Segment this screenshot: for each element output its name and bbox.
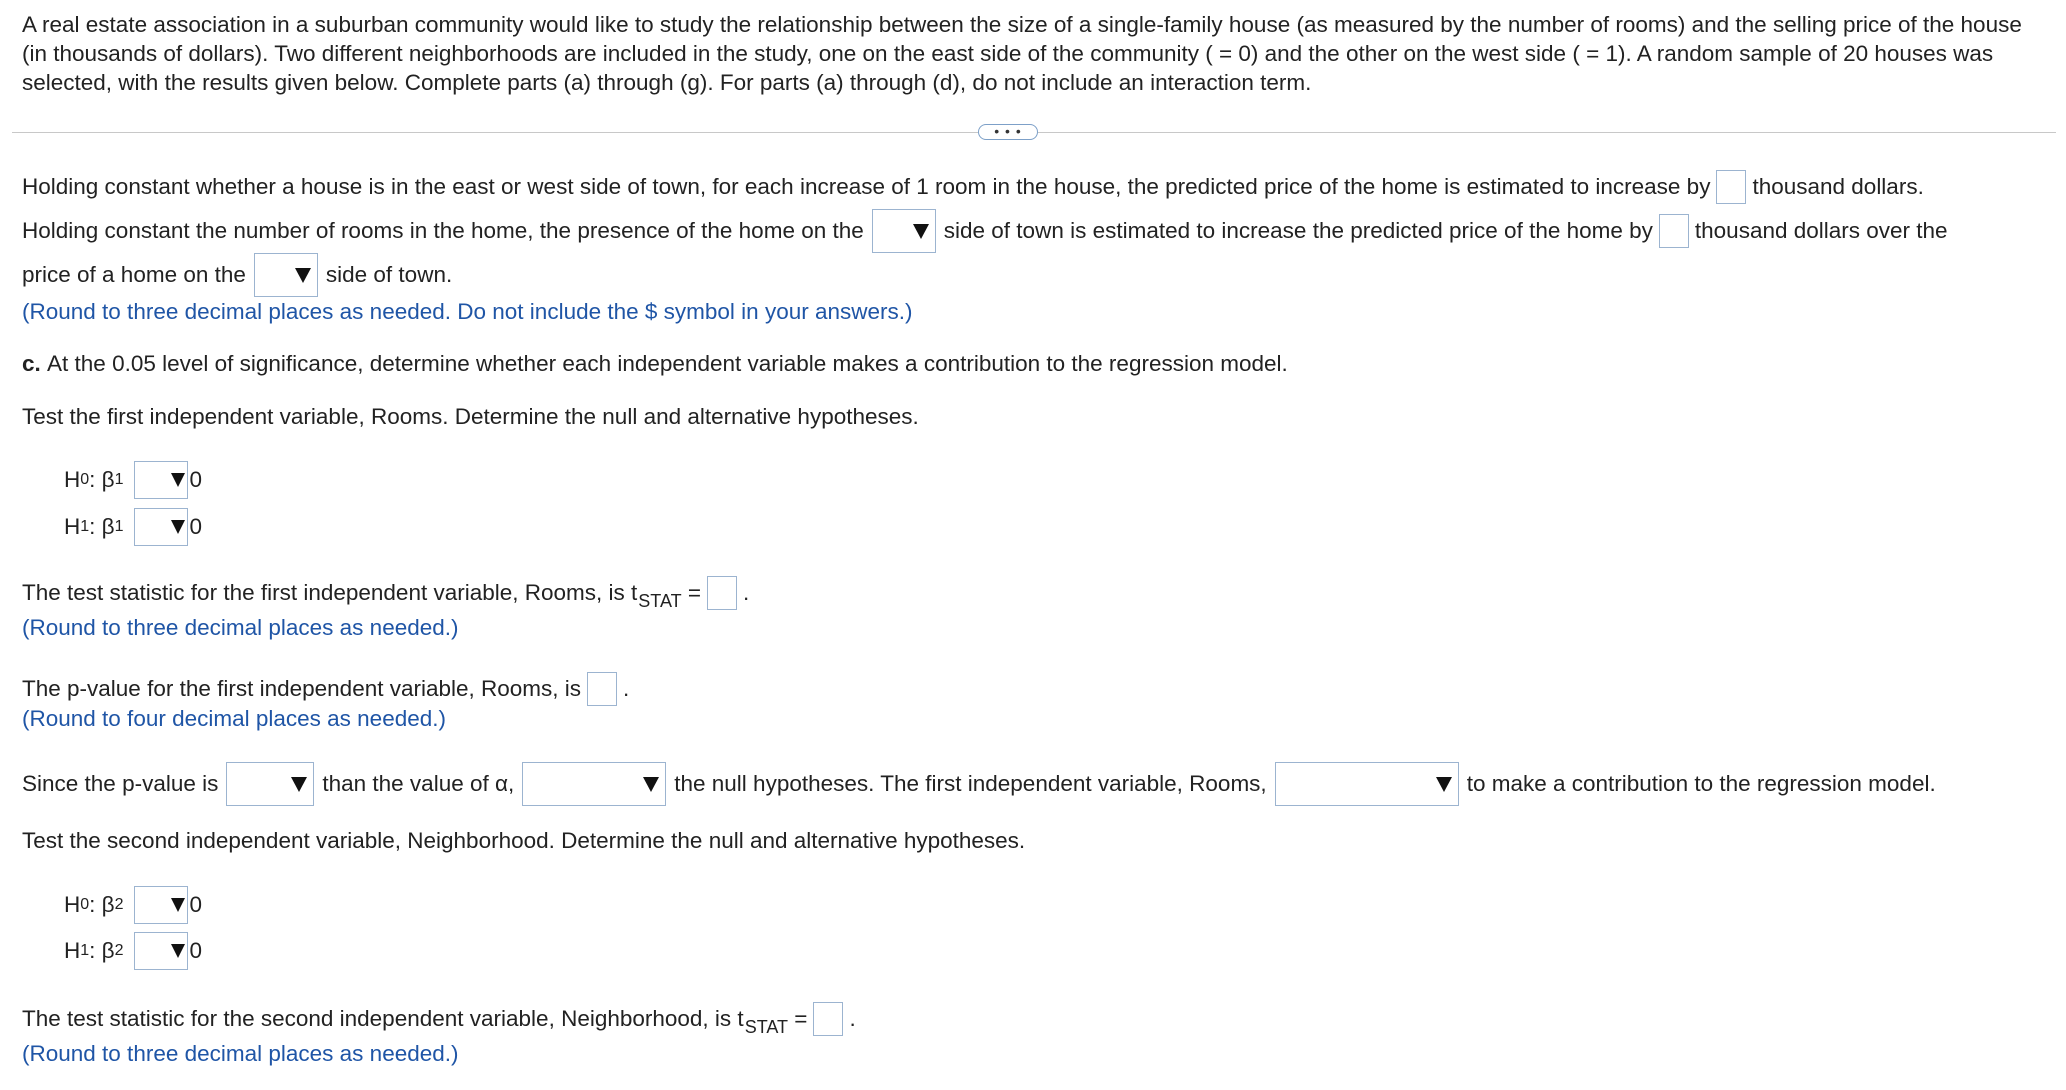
h1-beta2-operator-dropdown[interactable] [134,932,188,970]
period: . [849,1006,856,1031]
interpret-line-2 [22,209,1948,253]
hyp-zero: 0 [189,467,203,492]
period: . [623,676,630,701]
neighborhood-effect-input[interactable] [1659,214,1689,248]
beta-sub: 1 [114,518,124,535]
tstat-text: The test statistic for the second independent variable, Neighborhood, is t [22,1006,744,1031]
interpret-text: side of town is estimated to increase the predicted price of the home by [943,218,1653,243]
part-c-text: At the 0.05 level of significance, determine whether each independent variable makes a contribution to the regression model. [47,351,1288,376]
null-hypothesis-neighborhood [64,886,202,924]
interpret-text: Holding constant the number of rooms in the home, the presence of the home on the [22,218,864,243]
expand-more-button[interactable]: • • • [978,124,1038,140]
interpret-text: thousand dollars. [1752,174,1924,199]
pvalue-rooms-input[interactable] [587,672,617,706]
h-sub: 1 [80,942,90,959]
beta-label: : β [89,467,115,492]
tstat-rooms-line [22,576,749,610]
tstat-neighborhood-input[interactable] [813,1002,843,1036]
tstat-neighborhood-line [22,1002,856,1036]
h-sub: 0 [80,896,90,913]
h-label: H [64,892,81,917]
conclusion-text: Since the p-value is [22,771,219,796]
part-c-label: c. [22,351,41,376]
rounding-note: (Round to three decimal places as needed. Do not include the $ symbol in your answers.) [22,299,913,324]
interpret-text: price of a home on the [22,262,246,287]
beta-sub: 2 [114,896,124,913]
interpret-line-3 [22,253,452,297]
side-of-town-dropdown-2[interactable] [254,253,318,297]
hyp-zero: 0 [189,938,203,963]
conclusion-text: to make a contribution to the regression model. [1466,771,1936,796]
equals-sign: = [794,1006,808,1031]
side-of-town-dropdown-1[interactable] [872,209,936,253]
beta-label: : β [89,892,115,917]
h-label: H [64,938,81,963]
hyp-zero: 0 [189,514,203,539]
pvalue-text: The p-value for the first independent variable, Rooms, is [22,676,582,701]
dropdown-arrow-icon [295,268,311,283]
conclusion-text: the null hypotheses. The first independent variable, Rooms, [674,771,1267,796]
divider [1038,132,2056,133]
contribution-dropdown[interactable] [1275,762,1459,806]
h-label: H [64,514,81,539]
alt-hypothesis-neighborhood [64,932,202,970]
beta-sub: 1 [114,471,124,488]
conclusion-rooms-line [22,762,1936,806]
tstat-rooms-input[interactable] [707,576,737,610]
round-three-note: (Round to three decimal places as needed.) [22,615,459,640]
h0-beta2-operator-dropdown[interactable] [134,886,188,924]
h1-beta1-operator-dropdown[interactable] [134,508,188,546]
beta-label: : β [89,514,115,539]
conclusion-text: than the value of α, [322,771,515,796]
dropdown-arrow-icon [291,777,307,792]
tstat-sub: STAT [744,1016,789,1037]
question-intro: A real estate association in a suburban community would like to study the relationship between the size of a single-family house (as measured by the number of rooms) and the selling price of the house (in thousands of dollars). Two different neighborhoods are included in the study, one on the east side of the community ( = 0) and the other on the west side ( = 1). A random sample of 20 houses was selected, with the results given below. Complete parts (a) through (g). For parts (a) through (d), do not include an interaction term. [22,12,2022,95]
null-hypothesis-rooms [64,461,202,499]
round-three-note-2: (Round to three decimal places as needed.) [22,1041,459,1066]
interpret-line-1 [22,170,1924,204]
h-sub: 0 [80,471,90,488]
interpret-text: Holding constant whether a house is in the east or west side of town, for each increase of 1 room in the house, the predicted price of the home is estimated to increase by [22,174,1711,199]
test-rooms-instruction: Test the first independent variable, Rooms. Determine the null and alternative hypotheses. [22,404,919,429]
tstat-sub: STAT [638,590,682,611]
tstat-text: The test statistic for the first independent variable, Rooms, is t [22,580,638,605]
dropdown-arrow-icon [171,944,185,958]
dropdown-arrow-icon [913,224,929,239]
dropdown-arrow-icon [643,777,659,792]
part-c-heading [22,351,1288,377]
dropdown-arrow-icon [171,898,185,912]
reject-decision-dropdown[interactable] [522,762,666,806]
dropdown-arrow-icon [1436,777,1452,792]
divider [12,132,978,133]
beta-label: : β [89,938,115,963]
h-sub: 1 [80,518,90,535]
dropdown-arrow-icon [171,520,185,534]
pvalue-comparison-dropdown[interactable] [226,762,314,806]
interpret-text: side of town. [325,262,453,287]
h-label: H [64,467,81,492]
pvalue-rooms-line [22,672,629,706]
interpret-text: thousand dollars over the [1694,218,1948,243]
round-four-note: (Round to four decimal places as needed.) [22,706,446,731]
rooms-slope-input[interactable] [1716,170,1746,204]
test-neighborhood-instruction: Test the second independent variable, Neighborhood. Determine the null and alternative hypotheses. [22,828,1026,853]
alt-hypothesis-rooms [64,508,202,546]
equals-sign: = [687,580,702,605]
dropdown-arrow-icon [171,473,185,487]
beta-sub: 2 [114,942,124,959]
period: . [743,580,750,605]
hyp-zero: 0 [189,892,203,917]
h0-beta1-operator-dropdown[interactable] [134,461,188,499]
